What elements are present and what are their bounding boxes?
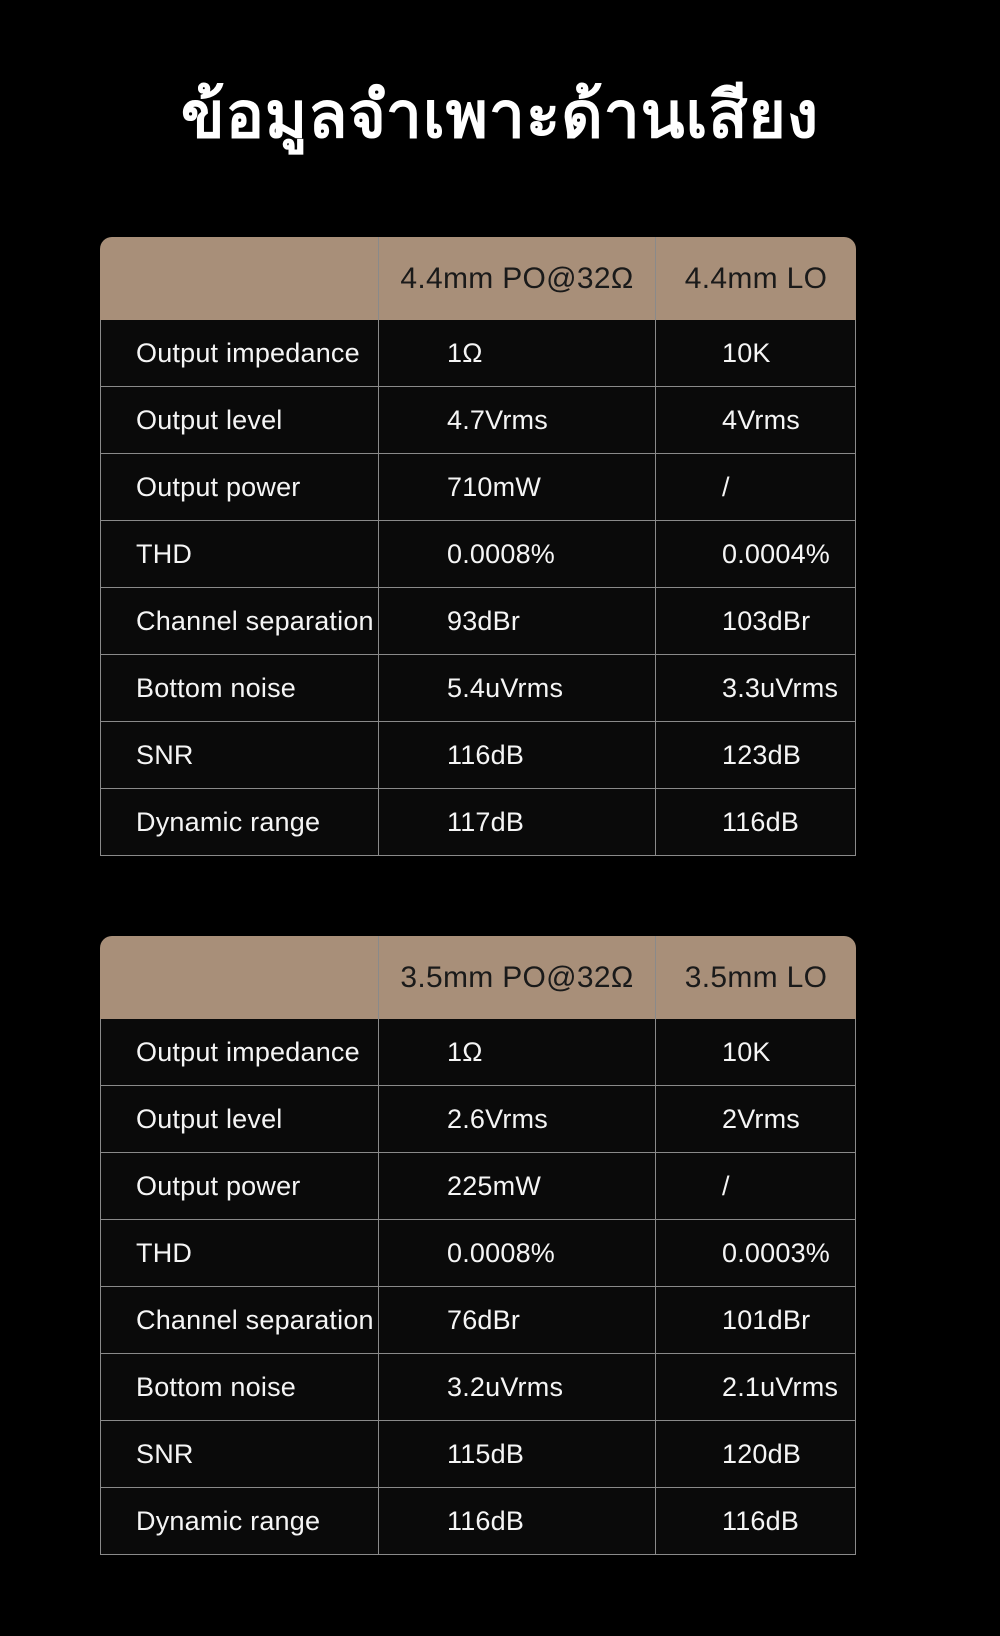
value-cell: 116dB xyxy=(378,1488,655,1554)
value-cell: 101dBr xyxy=(655,1287,855,1353)
value-cell: 115dB xyxy=(378,1421,655,1487)
header-cell-empty xyxy=(100,237,378,320)
table-body xyxy=(100,1019,856,1555)
value-cell: 10K xyxy=(655,320,855,386)
value-cell: 0.0008% xyxy=(378,521,655,587)
table-body xyxy=(100,320,856,856)
value-cell: 0.0003% xyxy=(655,1220,855,1286)
value-cell: 4Vrms xyxy=(655,387,855,453)
value-cell: / xyxy=(655,454,855,520)
row-label: SNR xyxy=(136,739,194,770)
value-cell: 117dB xyxy=(378,789,655,855)
row-label: Bottom noise xyxy=(136,1371,296,1402)
table-row xyxy=(101,520,855,587)
value-cell: 76dBr xyxy=(378,1287,655,1353)
table-row xyxy=(101,587,855,654)
value-cell: / xyxy=(655,1153,855,1219)
table-row xyxy=(101,1286,855,1353)
row-label: Bottom noise xyxy=(136,672,296,703)
row-label: Channel separation xyxy=(136,1304,374,1335)
table-row xyxy=(101,1019,855,1085)
value-cell: 123dB xyxy=(655,722,855,788)
row-label: Output impedance xyxy=(136,337,360,368)
value-cell: 225mW xyxy=(378,1153,655,1219)
row-label: Output impedance xyxy=(136,1036,360,1067)
table-row xyxy=(101,654,855,721)
value-cell: 10K xyxy=(655,1019,855,1085)
value-cell: 710mW xyxy=(378,454,655,520)
header-cell-po: 4.4mm PO@32Ω xyxy=(378,237,655,320)
spec-table-3-5mm xyxy=(100,936,856,1555)
value-cell: 120dB xyxy=(655,1421,855,1487)
row-label: Dynamic range xyxy=(136,1505,321,1536)
value-cell: 116dB xyxy=(378,722,655,788)
page-title: ข้อมูลจำเพาะด้านเสียง xyxy=(180,79,820,151)
value-cell: 116dB xyxy=(655,1488,855,1554)
value-cell: 1Ω xyxy=(378,1019,655,1085)
table-row xyxy=(101,1219,855,1286)
row-label: Channel separation xyxy=(136,605,374,636)
value-cell: 3.3uVrms xyxy=(655,655,855,721)
row-label: THD xyxy=(136,538,193,569)
table-row xyxy=(101,1085,855,1152)
row-label: Output power xyxy=(136,471,301,502)
table-row xyxy=(101,453,855,520)
value-cell: 116dB xyxy=(655,789,855,855)
row-label: Output level xyxy=(136,404,283,435)
table-row xyxy=(101,1152,855,1219)
header-cell-po: 3.5mm PO@32Ω xyxy=(378,936,655,1019)
value-cell: 103dBr xyxy=(655,588,855,654)
value-cell: 93dBr xyxy=(378,588,655,654)
table-header-row xyxy=(100,936,856,1019)
value-cell: 0.0008% xyxy=(378,1220,655,1286)
header-cell-lo: 3.5mm LO xyxy=(655,936,856,1019)
value-cell: 2.1uVrms xyxy=(655,1354,855,1420)
value-cell: 3.2uVrms xyxy=(378,1354,655,1420)
table-row xyxy=(101,721,855,788)
header-cell-lo: 4.4mm LO xyxy=(655,237,856,320)
row-label: THD xyxy=(136,1237,193,1268)
value-cell: 4.7Vrms xyxy=(378,387,655,453)
row-label: Output level xyxy=(136,1103,283,1134)
value-cell: 2.6Vrms xyxy=(378,1086,655,1152)
row-label: SNR xyxy=(136,1438,194,1469)
header-cell-empty xyxy=(100,936,378,1019)
table-row xyxy=(101,386,855,453)
value-cell: 5.4uVrms xyxy=(378,655,655,721)
table-row xyxy=(101,1487,855,1554)
value-cell: 1Ω xyxy=(378,320,655,386)
row-label: Dynamic range xyxy=(136,806,321,837)
spec-table-4-4mm xyxy=(100,237,856,856)
table-header-row xyxy=(100,237,856,320)
value-cell: 0.0004% xyxy=(655,521,855,587)
row-label: Output power xyxy=(136,1170,301,1201)
table-row xyxy=(101,1353,855,1420)
table-row xyxy=(101,320,855,386)
value-cell: 2Vrms xyxy=(655,1086,855,1152)
table-row xyxy=(101,1420,855,1487)
table-row xyxy=(101,788,855,855)
